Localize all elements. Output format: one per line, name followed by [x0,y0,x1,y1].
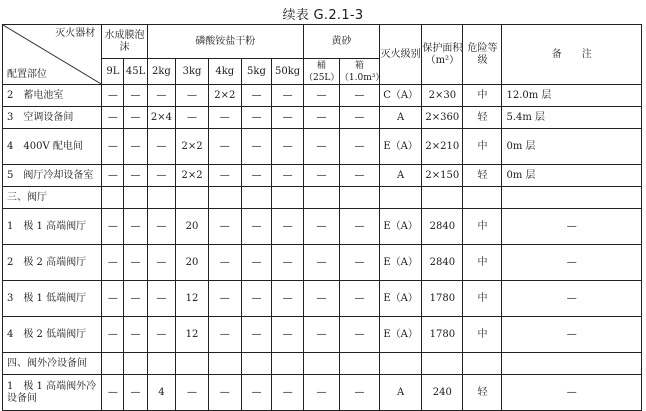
remark-cell: — [502,245,642,281]
area-cell: 240 [422,375,463,411]
quantity-cell: — [147,209,176,245]
quantity-cell: — [208,375,241,411]
quantity-cell: — [102,209,124,245]
danger-cell: 中 [463,85,502,107]
quantity-cell: — [272,209,304,245]
sub-header: 桶（25L） [303,60,340,83]
area-cell: 2840 [422,245,463,281]
quantity-cell: — [339,165,379,187]
level-cell: E（A） [380,281,422,317]
fire-level-header: 灭火级别 [380,25,422,85]
sub-header: 9L [102,59,124,85]
powder-header: 磷酸铵盐干粉 [147,25,303,59]
sub-header: 45L [124,59,147,85]
quantity-cell: — [303,165,339,187]
quantity-cell: — [339,107,379,129]
quantity-cell: 4 [147,375,176,411]
sub-header: 3kg [176,59,209,85]
danger-cell: 中 [463,317,502,353]
empty-cell [124,187,147,209]
quantity-cell: — [147,165,176,187]
quantity-cell: — [208,209,241,245]
empty-cell [339,187,379,209]
quantity-cell: — [241,107,272,129]
quantity-cell: — [208,317,241,353]
quantity-cell: 2×2 [176,165,209,187]
sand-header: 黄砂 [303,25,379,59]
empty-cell [241,353,272,375]
quantity-cell: 2×4 [147,107,176,129]
remark-cell: 5.4m 层 [502,107,642,129]
danger-cell: 轻 [463,375,502,411]
remark-header: 备 注 [502,25,642,85]
quantity-cell: — [241,317,272,353]
level-cell: A [380,375,422,411]
remark-cell: 0m 层 [502,129,642,165]
level-cell: E（A） [380,129,422,165]
section-row [3,353,642,375]
level-cell: E（A） [380,245,422,281]
location-cell: 1 极 1 高端阀厅 [3,209,102,245]
location-cell: 4 极 2 低端阀厅 [3,317,102,353]
quantity-cell: — [208,165,241,187]
empty-cell [124,353,147,375]
quantity-cell: — [124,85,147,107]
quantity-cell: — [303,129,339,165]
area-cell: 1780 [422,281,463,317]
sub-header: 4kg [208,59,241,85]
sub-header: 5kg [241,59,272,85]
quantity-cell: — [339,129,379,165]
danger-cell: 中 [463,129,502,165]
table-row [3,165,642,187]
empty-cell [339,353,379,375]
empty-cell [176,353,209,375]
quantity-cell: — [102,165,124,187]
corner-bottom-label: 配置部位 [7,69,47,80]
quantity-cell: — [272,317,304,353]
quantity-cell: — [102,245,124,281]
quantity-cell: — [272,165,304,187]
empty-cell [102,187,124,209]
danger-cell: 中 [463,209,502,245]
quantity-cell: — [241,209,272,245]
remark-cell: 12.0m 层 [502,85,642,107]
empty-cell [102,353,124,375]
quantity-cell: — [124,165,147,187]
quantity-cell: — [339,209,379,245]
quantity-cell: — [339,85,379,107]
quantity-cell: 20 [176,209,209,245]
quantity-cell: — [272,281,304,317]
empty-cell [147,353,176,375]
foam-header: 水成膜泡沫 [102,25,147,59]
corner-header-cell [3,25,102,85]
sub-header: 箱（1.0m³） [339,60,385,83]
location-cell: 3 极 1 低端阀厅 [3,281,102,317]
quantity-cell: — [241,281,272,317]
quantity-cell: — [102,317,124,353]
section-row [3,187,642,209]
location-cell: 四、阀外冷设备间 [3,353,102,375]
quantity-cell: — [339,317,379,353]
table-row [3,209,642,245]
remark-cell: — [502,209,642,245]
table-row [3,85,642,107]
quantity-cell: — [208,245,241,281]
quantity-cell: — [339,375,379,411]
quantity-cell: 20 [176,245,209,281]
quantity-cell: — [208,281,241,317]
danger-cell: 轻 [463,107,502,129]
table-row [3,317,642,353]
quantity-cell: — [147,129,176,165]
quantity-cell: — [124,281,147,317]
quantity-cell: — [303,85,339,107]
quantity-cell: — [124,209,147,245]
empty-cell [502,187,642,209]
quantity-cell: — [102,129,124,165]
quantity-cell: — [124,107,147,129]
empty-cell [272,353,304,375]
quantity-cell: 2×2 [176,129,209,165]
quantity-cell: — [124,375,147,411]
empty-cell [463,353,502,375]
quantity-cell: — [147,317,176,353]
quantity-cell: — [241,129,272,165]
quantity-cell: — [241,85,272,107]
quantity-cell: — [147,281,176,317]
quantity-cell: — [303,107,339,129]
quantity-cell: — [303,281,339,317]
empty-cell [422,187,463,209]
location-cell: 2 极 2 高端阀厅 [3,245,102,281]
quantity-cell: — [176,107,209,129]
quantity-cell: 12 [176,317,209,353]
table-row [3,375,642,411]
quantity-cell: — [241,245,272,281]
area-cell: 1780 [422,317,463,353]
empty-cell [303,353,339,375]
remark-cell: — [502,375,642,411]
quantity-cell: — [272,129,304,165]
level-cell: E（A） [380,209,422,245]
quantity-cell: — [303,317,339,353]
empty-cell [208,353,241,375]
quantity-cell: — [303,209,339,245]
quantity-cell: — [272,245,304,281]
table-title: 续表 G.2.1-3 [282,8,364,23]
empty-cell [176,187,209,209]
sub-header: 2kg [147,59,176,85]
empty-cell [380,187,422,209]
location-cell: 三、阀厅 [3,187,102,209]
location-cell: 4 400V 配电间 [3,129,102,165]
danger-cell: 中 [463,281,502,317]
location-cell: 3 空调设备间 [3,107,102,129]
quantity-cell: — [102,375,124,411]
area-cell: 2×210 [422,129,463,165]
table-row [3,129,642,165]
quantity-cell: — [147,245,176,281]
empty-cell [272,187,304,209]
empty-cell [502,353,642,375]
level-cell: A [380,107,422,129]
quantity-cell: — [176,85,209,107]
empty-cell [422,353,463,375]
empty-cell [241,187,272,209]
remark-cell: — [502,317,642,353]
fire-extinguisher-table [2,24,642,411]
quantity-cell: — [102,281,124,317]
quantity-cell: — [339,245,379,281]
table-row [3,245,642,281]
quantity-cell: — [208,107,241,129]
location-cell: 1 极 1 高端阀外冷设备间 [3,375,102,411]
quantity-cell: — [124,245,147,281]
area-cell: 2×360 [422,107,463,129]
empty-cell [147,187,176,209]
quantity-cell: — [102,107,124,129]
corner-top-label: 灭火器材 [55,28,96,39]
quantity-cell: 12 [176,281,209,317]
location-cell: 5 阀厅冷却设备室 [3,165,102,187]
danger-header: 危险等级 [463,25,502,85]
quantity-cell: — [241,165,272,187]
location-cell: 2 蓄电池室 [3,85,102,107]
quantity-cell: — [176,375,209,411]
quantity-cell: — [272,107,304,129]
danger-cell: 中 [463,245,502,281]
level-cell: E（A） [380,317,422,353]
empty-cell [208,187,241,209]
empty-cell [303,187,339,209]
remark-cell: 0m 层 [502,165,642,187]
quantity-cell: — [339,281,379,317]
sub-header: 50kg [272,59,304,85]
quantity-cell: — [272,85,304,107]
quantity-cell: — [272,375,304,411]
quantity-cell: — [102,85,124,107]
empty-cell [380,353,422,375]
remark-cell: — [502,281,642,317]
area-header: 保护面积（m²） [422,25,463,85]
area-cell: 2×150 [422,165,463,187]
level-cell: A [380,165,422,187]
area-cell: 2×30 [422,85,463,107]
danger-cell: 轻 [463,165,502,187]
table-body [3,85,642,411]
area-cell: 2840 [422,209,463,245]
quantity-cell: — [303,245,339,281]
quantity-cell: — [147,85,176,107]
quantity-cell: — [208,129,241,165]
quantity-cell: — [303,375,339,411]
table-row [3,281,642,317]
quantity-cell: 2×2 [208,85,241,107]
empty-cell [463,187,502,209]
quantity-cell: — [124,317,147,353]
level-cell: C（A） [380,85,422,107]
table-row [3,107,642,129]
quantity-cell: — [241,375,272,411]
quantity-cell: — [124,129,147,165]
